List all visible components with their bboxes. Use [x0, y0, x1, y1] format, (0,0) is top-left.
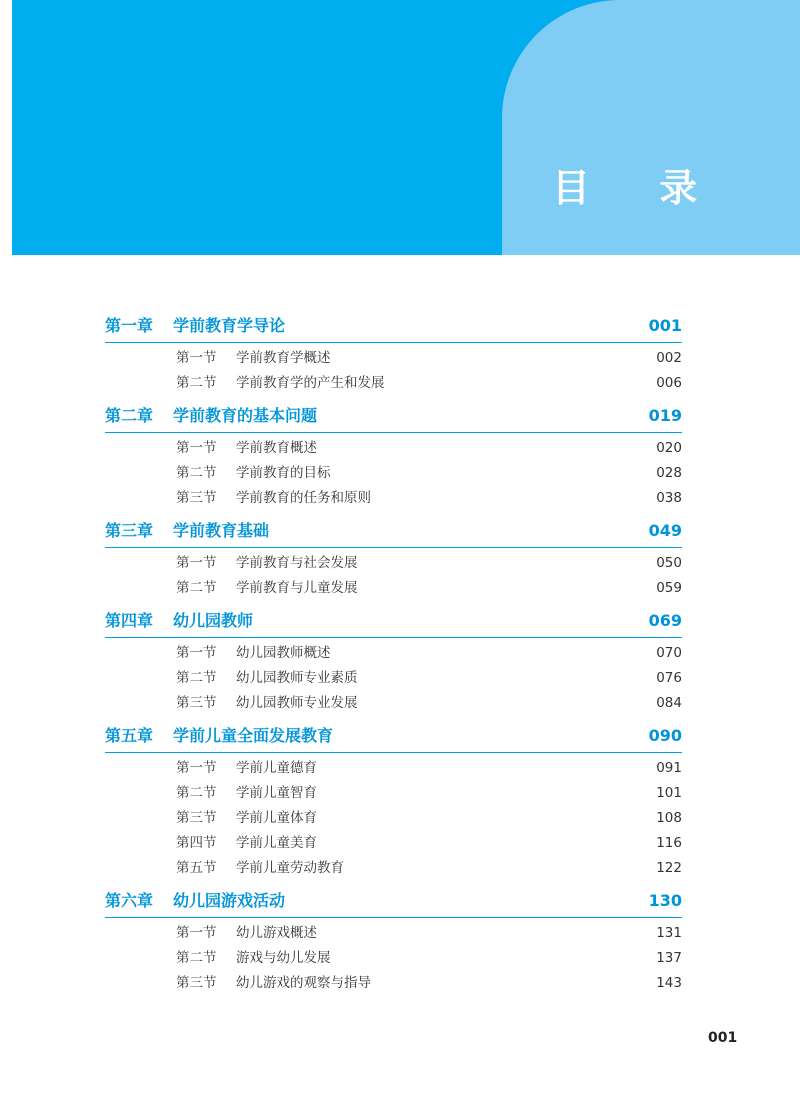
section-title: 学前教育概述	[236, 440, 317, 456]
section-page: 070	[656, 645, 682, 661]
section-title: 幼儿游戏的观察与指导	[236, 975, 371, 991]
section-title: 幼儿园教师专业发展	[236, 695, 358, 711]
section-number: 第三节	[176, 695, 217, 711]
toc-section[interactable]	[105, 575, 682, 600]
section-page: 020	[656, 440, 682, 456]
section-list	[105, 345, 682, 395]
section-number: 第二节	[176, 580, 217, 596]
chapter-page: 049	[648, 521, 682, 540]
chapter-number: 第三章	[105, 521, 154, 540]
toc-section[interactable]	[105, 805, 682, 830]
section-title: 学前儿童体育	[236, 810, 317, 826]
section-title: 幼儿园教师概述	[236, 645, 331, 661]
toc-chapter[interactable]	[105, 887, 682, 918]
section-page: 137	[656, 950, 682, 966]
toc-chapter[interactable]	[105, 312, 682, 343]
chapter-number: 第五章	[105, 726, 154, 745]
section-list	[105, 755, 682, 880]
toc-section[interactable]	[105, 370, 682, 395]
section-page: 076	[656, 670, 682, 686]
section-title: 学前儿童德育	[236, 760, 317, 776]
toc-chapter[interactable]	[105, 517, 682, 548]
section-page: 131	[656, 925, 682, 941]
section-page: 059	[656, 580, 682, 596]
toc-section[interactable]	[105, 970, 682, 995]
chapter-number: 第六章	[105, 891, 154, 910]
toc-section[interactable]	[105, 945, 682, 970]
chapter-title: 学前儿童全面发展教育	[173, 726, 334, 745]
page-number: 001	[708, 1030, 738, 1046]
toc-section[interactable]	[105, 485, 682, 510]
chapter-number: 第一章	[105, 316, 154, 335]
section-page: 028	[656, 465, 682, 481]
section-number: 第一节	[176, 555, 217, 571]
toc-section[interactable]	[105, 830, 682, 855]
section-number: 第一节	[176, 925, 217, 941]
section-list	[105, 640, 682, 715]
section-list	[105, 550, 682, 600]
section-number: 第二节	[176, 950, 217, 966]
chapter-page: 001	[648, 316, 682, 335]
chapter-page: 090	[648, 726, 682, 745]
section-title: 幼儿游戏概述	[236, 925, 317, 941]
toc-section[interactable]	[105, 690, 682, 715]
section-number: 第一节	[176, 760, 217, 776]
section-title: 学前教育的目标	[236, 465, 331, 481]
chapter-number: 第四章	[105, 611, 154, 630]
section-title: 学前儿童劳动教育	[236, 860, 344, 876]
section-page: 101	[656, 785, 682, 801]
section-number: 第一节	[176, 440, 217, 456]
chapter-number: 第二章	[105, 406, 154, 425]
toc-section[interactable]	[105, 460, 682, 485]
section-number: 第二节	[176, 375, 217, 391]
section-title: 学前教育学概述	[236, 350, 331, 366]
section-title: 幼儿园教师专业素质	[236, 670, 358, 686]
section-number: 第一节	[176, 350, 217, 366]
section-page: 116	[656, 835, 682, 851]
section-page: 050	[656, 555, 682, 571]
toc-section[interactable]	[105, 855, 682, 880]
section-page: 122	[656, 860, 682, 876]
page-title: 目 录	[552, 166, 726, 210]
section-page: 108	[656, 810, 682, 826]
chapter-title: 幼儿园游戏活动	[173, 891, 286, 910]
chapter-page: 069	[648, 611, 682, 630]
section-number: 第三节	[176, 490, 217, 506]
section-page: 143	[656, 975, 682, 991]
toc-section[interactable]	[105, 640, 682, 665]
chapter-page: 130	[648, 891, 682, 910]
toc-section[interactable]	[105, 435, 682, 460]
section-title: 学前儿童智育	[236, 785, 317, 801]
section-title: 学前教育学的产生和发展	[236, 375, 385, 391]
table-of-contents	[105, 312, 682, 1002]
header-banner	[12, 0, 800, 255]
header-banner-accent	[502, 0, 800, 255]
chapter-title: 学前教育的基本问题	[173, 406, 318, 425]
toc-section[interactable]	[105, 780, 682, 805]
section-number: 第三节	[176, 810, 217, 826]
section-list	[105, 435, 682, 510]
toc-section[interactable]	[105, 345, 682, 370]
toc-section[interactable]	[105, 920, 682, 945]
section-title: 游戏与幼儿发展	[236, 950, 331, 966]
toc-section[interactable]	[105, 550, 682, 575]
section-page: 084	[656, 695, 682, 711]
chapter-title: 幼儿园教师	[173, 611, 254, 630]
toc-chapter[interactable]	[105, 722, 682, 753]
toc-chapter[interactable]	[105, 607, 682, 638]
section-page: 002	[656, 350, 682, 366]
section-title: 学前教育的任务和原则	[236, 490, 371, 506]
section-title: 学前教育与儿童发展	[236, 580, 358, 596]
toc-chapter[interactable]	[105, 402, 682, 433]
chapter-title: 学前教育学导论	[173, 316, 286, 335]
section-page: 038	[656, 490, 682, 506]
section-number: 第三节	[176, 975, 217, 991]
section-page: 091	[656, 760, 682, 776]
toc-section[interactable]	[105, 755, 682, 780]
section-number: 第二节	[176, 465, 217, 481]
section-list	[105, 920, 682, 995]
chapter-page: 019	[648, 406, 682, 425]
section-number: 第二节	[176, 670, 217, 686]
chapter-title: 学前教育基础	[173, 521, 270, 540]
section-title: 学前儿童美育	[236, 835, 317, 851]
section-number: 第五节	[176, 860, 217, 876]
section-number: 第一节	[176, 645, 217, 661]
section-title: 学前教育与社会发展	[236, 555, 358, 571]
toc-section[interactable]	[105, 665, 682, 690]
section-page: 006	[656, 375, 682, 391]
section-number: 第二节	[176, 785, 217, 801]
section-number: 第四节	[176, 835, 217, 851]
